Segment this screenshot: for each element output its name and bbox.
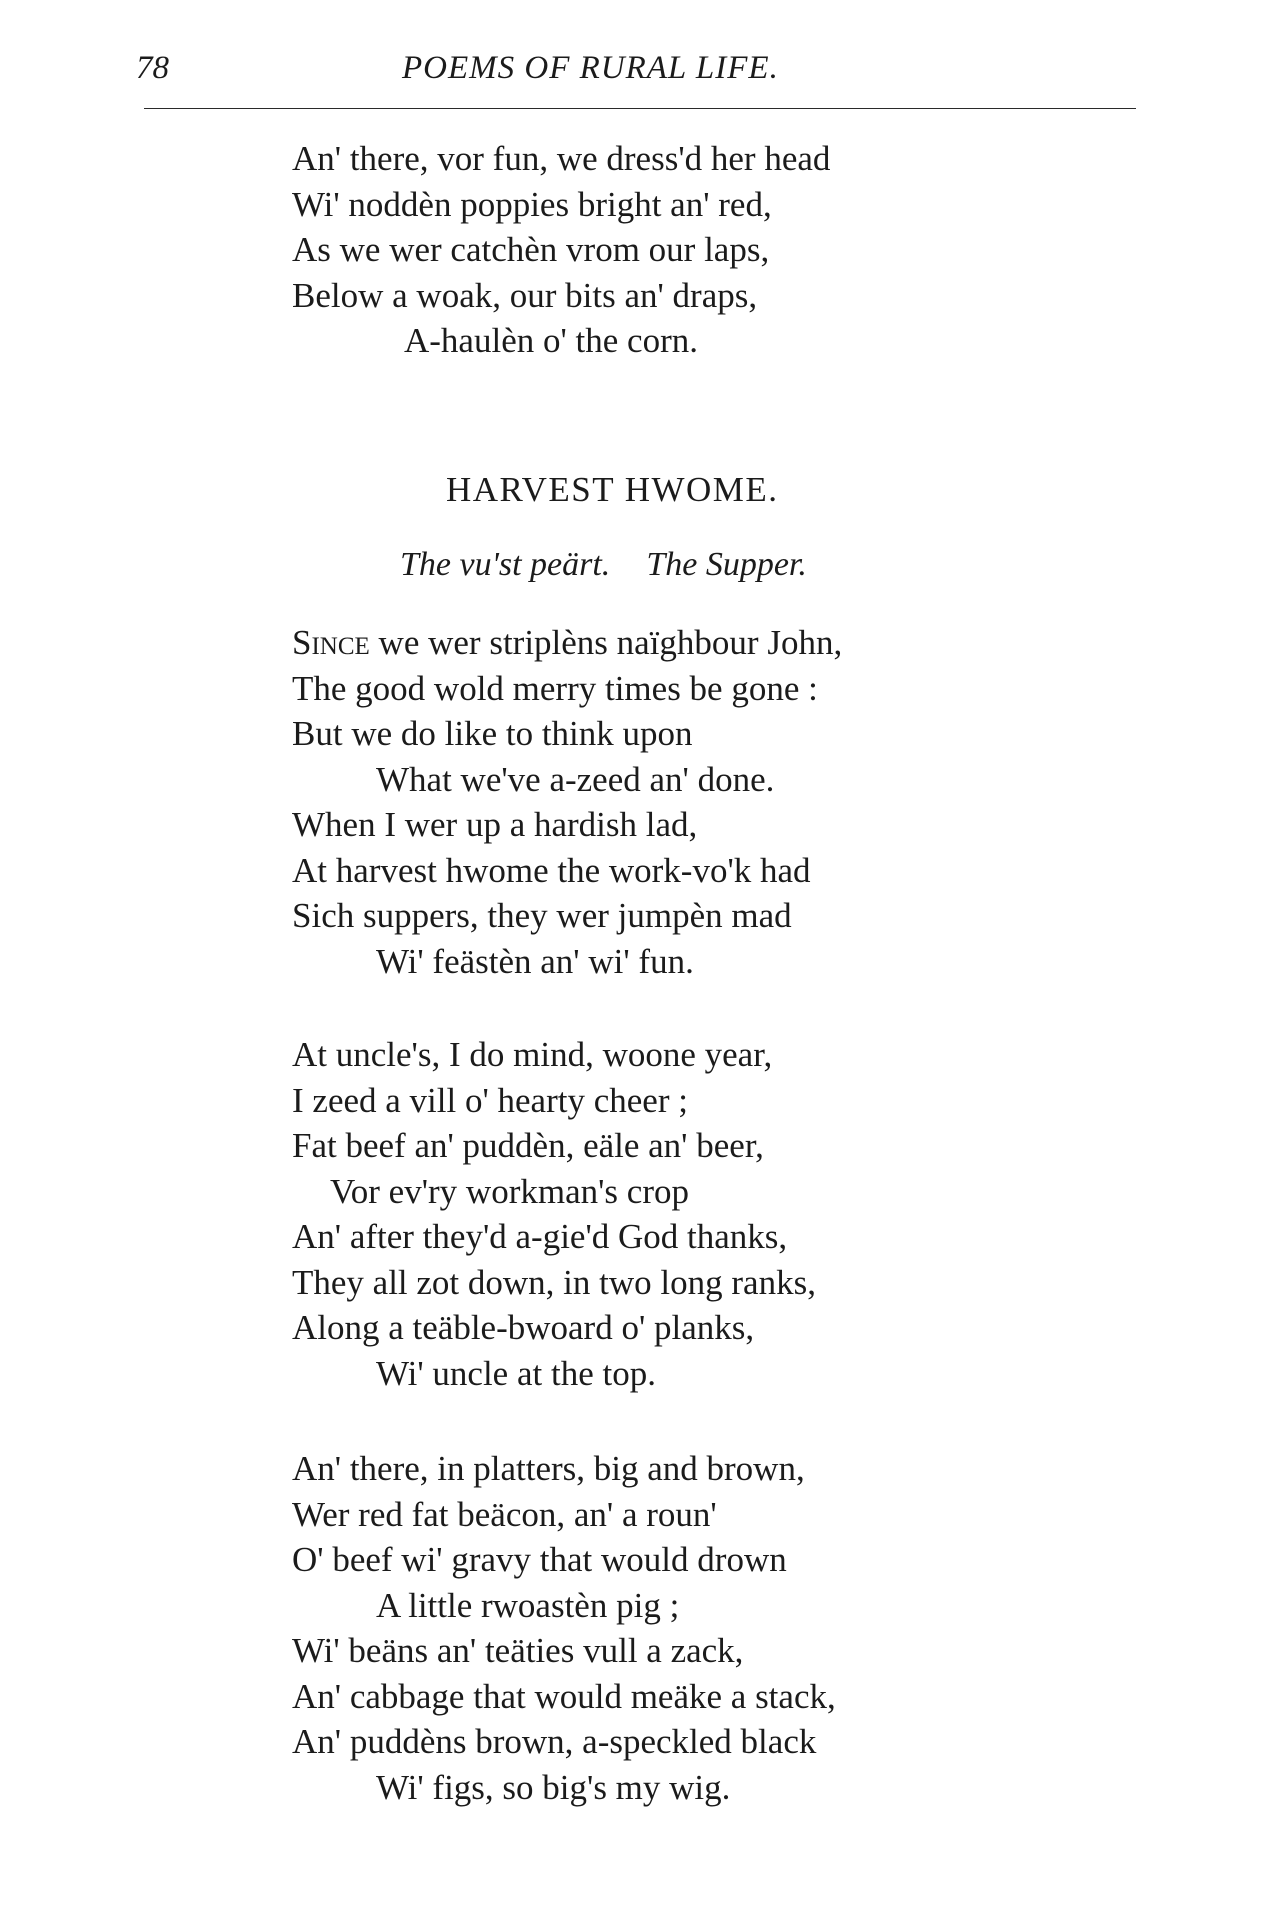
verse-line: Sich suppers, they wer jumpèn mad (292, 896, 792, 935)
verse-line-refrain: Wi' uncle at the top. (376, 1353, 656, 1393)
verse-line: The good wold merry times be gone : (292, 668, 818, 708)
verse-line-refrain: A little rwoastèn pig ; (376, 1585, 680, 1625)
stanza-2 (292, 1032, 816, 1396)
stanza-3 (292, 1446, 836, 1810)
drop-word: Since (292, 623, 370, 662)
verse-line: I zeed a vill o' hearty cheer ; (292, 1080, 688, 1120)
verse-line: O' beef wi' gravy that would drown (292, 1540, 787, 1579)
verse-line: Wi' beäns an' teäties vull a zack, (292, 1631, 744, 1670)
verse-line: At harvest hwome the work-vo'k had (292, 850, 811, 890)
verse-line: As we wer catchèn vrom our laps, (292, 230, 770, 269)
poem-title: HARVEST HWOME. (446, 470, 779, 509)
verse-line: Along a teäble-bwoard o' planks, (292, 1308, 755, 1347)
first-line-rest: we wer striplèns naïghbour John, (369, 623, 843, 662)
verse-line: Wer red fat beäcon, an' a roun' (292, 1494, 717, 1534)
verse-line: An' puddèns brown, a-speckled black (292, 1722, 817, 1761)
verse-line: They all zot down, in two long ranks, (292, 1262, 816, 1302)
verse-line-first (292, 620, 842, 666)
poem-subtitle (400, 546, 807, 584)
verse-line: But we do like to think upon (292, 714, 693, 753)
verse-line: An' there, in platters, big and brown, (292, 1449, 805, 1488)
stanza-continued (292, 136, 830, 364)
verse-line-refrain: Wi' feästèn an' wi' fun. (376, 941, 694, 981)
verse-line: When I wer up a hardish lad, (292, 805, 698, 844)
verse-line-refrain: Wi' figs, so big's my wig. (376, 1767, 731, 1807)
verse-line-refrain: What we've a-zeed an' done. (376, 759, 775, 799)
running-title: POEMS OF RURAL LIFE. (402, 50, 779, 86)
verse-line: Fat beef an' puddèn, eäle an' beer, (292, 1126, 764, 1165)
verse-line: An' there, vor fun, we dress'd her head (292, 139, 831, 178)
verse-line: Wi' noddèn poppies bright an' red, (292, 184, 772, 224)
page-number: 78 (136, 50, 169, 86)
verse-line: Below a woak, our bits an' draps, (292, 275, 758, 315)
header-rule (144, 108, 1136, 109)
verse-line-refrain: Vor ev'ry workman's crop (330, 1171, 689, 1211)
subtitle-part-two: The Supper. (646, 546, 807, 583)
page-header (0, 0, 1272, 120)
verse-line-refrain: A-haulèn o' the corn. (404, 321, 698, 360)
verse-line: An' after they'd a-gie'd God thanks, (292, 1217, 788, 1256)
verse-line: An' cabbage that would meäke a stack, (292, 1676, 836, 1716)
subtitle-part-one: The vu'st peärt. (400, 546, 611, 583)
verse-line: At uncle's, I do mind, woone year, (292, 1035, 773, 1074)
stanza-1 (292, 620, 842, 984)
